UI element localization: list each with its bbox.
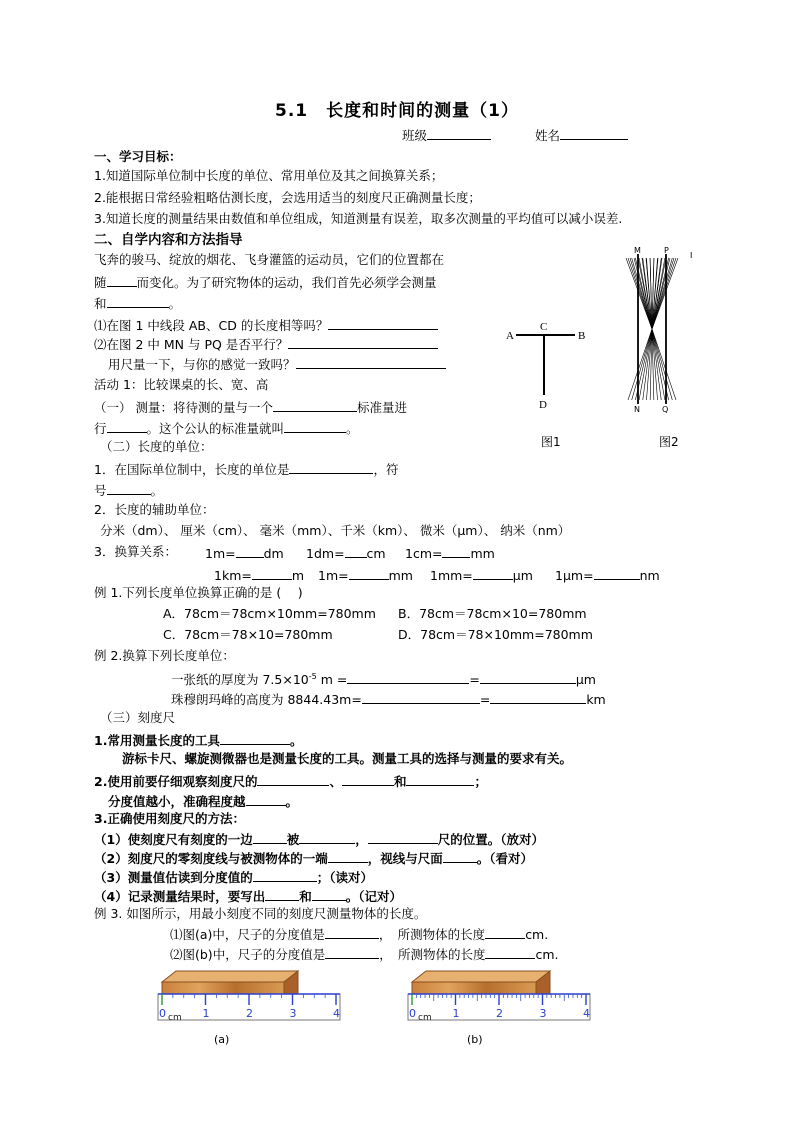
text: 1cm= <box>405 546 443 561</box>
question-text: 用尺量一下，与你的感觉一致吗？ <box>108 357 296 372</box>
aux-unit-list: 分米（dm）、 厘米（cm）、 毫米（mm）、千米（km）、 微米（μm）、 纳米（nm） <box>100 523 571 538</box>
figure-2-diagram <box>620 244 700 416</box>
example-1: 例 1.下列长度单位换算正确的是 ( ) <box>94 585 303 600</box>
intro-text: 和 <box>94 296 107 311</box>
blank[interactable] <box>328 316 438 330</box>
example-2-line-1 <box>171 669 596 688</box>
block-top <box>412 971 550 982</box>
blank[interactable] <box>107 481 151 495</box>
ruler-heading: （三）刻度尺 <box>100 710 176 725</box>
example-3-b <box>170 945 559 963</box>
text: 1．在国际单位制中，长度的单位是 <box>94 462 290 477</box>
conv-row-1c <box>405 544 495 562</box>
section1-heading: 一、学习目标： <box>94 149 182 164</box>
text: （一） 测量：将待测的量与一个 <box>94 400 273 415</box>
text: ；（读对） <box>316 870 373 885</box>
text: （4）记录测量结果时，要写出 <box>94 889 266 904</box>
block-top <box>162 971 298 982</box>
blank[interactable] <box>345 544 367 558</box>
activity-1: 活动 1：比较课桌的长、宽、高 <box>94 377 269 392</box>
blank[interactable] <box>246 792 286 806</box>
question-3 <box>108 355 446 373</box>
goal-item-1: 1.知道国际单位制中长度的单位、常用单位及其之间换算关系； <box>94 168 444 183</box>
blank[interactable] <box>325 925 379 939</box>
text: 号 <box>94 483 107 498</box>
text: ； <box>474 774 487 789</box>
exponent: -5 <box>308 672 317 681</box>
text: 行 <box>94 421 107 436</box>
text: km <box>586 692 606 707</box>
measure-def-1 <box>94 398 407 416</box>
label-b: B <box>578 330 586 342</box>
text: 标准量进 <box>356 400 407 415</box>
text: 。 <box>346 421 359 436</box>
text: 尺的位置。（放对） <box>437 832 544 847</box>
blank[interactable] <box>107 294 169 308</box>
converging-lines <box>626 258 678 400</box>
blank[interactable] <box>236 544 264 558</box>
text: 。 <box>289 733 303 748</box>
measure-def-2 <box>94 419 359 437</box>
fan-line <box>652 258 678 329</box>
goal-item-3: 3.知道长度的测量结果由数值和单位组成，知道测量有误差，取多次测量的平均值可以减小误差. <box>94 211 623 226</box>
label-d: D <box>539 399 547 411</box>
unit-label: cm <box>418 1013 432 1023</box>
blank[interactable] <box>473 566 513 580</box>
blank[interactable] <box>289 460 373 474</box>
conv-row-2b <box>318 566 413 584</box>
label-m: M <box>634 246 641 255</box>
text: 被 <box>286 832 300 847</box>
blank[interactable] <box>252 566 292 580</box>
unit-line-1 <box>94 460 398 478</box>
blank[interactable] <box>485 925 525 939</box>
label-i: I <box>690 251 693 260</box>
blank[interactable] <box>480 670 576 684</box>
conv-row-2d <box>555 566 660 584</box>
intro-line-1: 飞奔的骏马、绽放的烟花、飞身灌篮的运动员，它们的位置都在 <box>94 252 445 267</box>
ruler-line-1 <box>94 731 302 749</box>
text: 一张纸的厚度为 7.5×10 <box>171 672 309 688</box>
blank[interactable] <box>442 544 470 558</box>
blank[interactable] <box>312 887 346 901</box>
text: ， 所测物体的长度 <box>379 947 486 962</box>
ruler-tick-label: 0 <box>409 1007 416 1020</box>
text: 2.使用前要仔细观察刻度尺的 <box>94 774 258 789</box>
section2-heading: 二、自学内容和方法指导 <box>94 232 243 248</box>
page-title: 5.1 长度和时间的测量（1） <box>275 101 519 121</box>
figure-2-caption: 图2 <box>659 435 679 449</box>
text: 。（看对） <box>476 851 533 866</box>
text: 。 <box>150 483 164 498</box>
unit-label: cm <box>168 1013 182 1023</box>
goal-item-2: 2.能根据日常经验粗略估测长度，会选用适当的刻度尺正确测量长度； <box>94 190 481 205</box>
class-label: 班级 <box>402 128 428 143</box>
ruler-figure-b <box>400 968 600 1028</box>
ruler-figure-a <box>150 968 350 1028</box>
text: nm <box>639 568 660 583</box>
text: ⑴图(a)中，尺子的分度值是 <box>170 927 325 942</box>
label-q: Q <box>662 405 669 414</box>
question-text: ⑴在图 1 中线段 AB、CD 的长度相等吗？ <box>94 318 329 333</box>
blank[interactable] <box>490 690 586 704</box>
intro-text: 。 <box>168 296 182 311</box>
blank[interactable] <box>107 273 137 287</box>
class-field <box>402 126 491 144</box>
blank[interactable] <box>253 868 317 882</box>
text: ，符 <box>373 462 399 477</box>
usage-step-2 <box>94 849 533 867</box>
intro-text: 随 <box>94 275 107 290</box>
blank[interactable] <box>220 731 290 745</box>
option-b[interactable]: B．78cm＝78cm×10=780mm <box>398 606 587 621</box>
text: m <box>291 568 305 583</box>
option-c[interactable]: C．78cm＝78×10=780mm <box>163 627 333 642</box>
ruler-line-2e <box>108 792 298 810</box>
ruler-tick-label: 2 <box>496 1007 503 1020</box>
name-label: 姓名 <box>535 128 561 143</box>
blank[interactable] <box>273 398 357 412</box>
unit-line-2 <box>94 481 163 499</box>
text: （2）刻度尺的零刻度线与被测物体的一端 <box>94 851 328 866</box>
ruler-tick-label: 3 <box>289 1007 297 1020</box>
example-3-a <box>170 925 548 943</box>
text: 1m= <box>318 568 349 583</box>
text: μm <box>575 672 596 688</box>
text: mm <box>388 568 413 583</box>
question-2 <box>94 335 438 353</box>
intro-line-2 <box>94 273 437 291</box>
text: 。这个公认的标准量就叫 <box>146 421 285 436</box>
blank[interactable] <box>443 849 477 863</box>
text: cm <box>366 546 386 561</box>
label-c: C <box>540 321 548 333</box>
ruler-tick-label: 1 <box>202 1007 210 1020</box>
text: （3）测量值估读到分度值的 <box>94 870 253 885</box>
intro-line-3 <box>94 294 181 312</box>
figure-1-diagram <box>498 318 598 418</box>
ruler-tick-label: 3 <box>539 1007 547 1020</box>
blank[interactable] <box>253 830 287 844</box>
text: dm <box>263 546 284 561</box>
ruler-tick-label: 4 <box>583 1007 590 1020</box>
class-blank[interactable] <box>427 126 491 140</box>
text: 、 <box>329 774 342 789</box>
example-2-line-2 <box>171 690 606 708</box>
example-3: 例 3. 如图所示，用最小刻度不同的刻度尺测量物体的长度。 <box>94 906 427 921</box>
text: m = <box>316 672 348 688</box>
text: 。（记对） <box>345 889 402 904</box>
usage-step-4 <box>94 887 402 905</box>
blank[interactable] <box>328 849 368 863</box>
text: 1m= <box>205 546 236 561</box>
ruler-line-3: 3.正确使用刻度尺的方法： <box>94 811 245 826</box>
label-n: N <box>634 405 640 414</box>
usage-step-3 <box>94 868 373 886</box>
name-blank[interactable] <box>560 126 628 140</box>
text: ， 所测物体的长度 <box>378 927 486 942</box>
text: 和 <box>299 889 312 904</box>
ruler-tick-label: 2 <box>246 1007 253 1020</box>
text: 1mm= <box>430 568 473 583</box>
label-p: P <box>664 246 669 255</box>
option-a[interactable]: A．78cm＝78cm×10mm=780mm <box>163 606 376 621</box>
blank[interactable] <box>265 887 299 901</box>
option-d[interactable]: D．78cm＝78×10mm=780mm <box>398 627 593 642</box>
ruler-tick-label: 1 <box>452 1007 460 1020</box>
text: = <box>479 692 491 707</box>
text: 1μm= <box>555 568 594 583</box>
blank[interactable] <box>107 419 147 433</box>
blank[interactable] <box>362 690 480 704</box>
text: = <box>469 672 480 688</box>
text: 。 <box>285 794 299 809</box>
text: ， <box>355 832 368 847</box>
blank[interactable] <box>296 355 446 369</box>
blank[interactable] <box>325 945 379 959</box>
ruler-a-caption: (a) <box>214 1033 230 1046</box>
text: cm. <box>535 947 559 962</box>
question-1 <box>94 316 438 334</box>
blank[interactable] <box>299 830 355 844</box>
conv-row-2a <box>214 566 304 584</box>
name-field <box>535 126 628 144</box>
text: 珠穆朗玛峰的高度为 8844.43m= <box>171 692 362 707</box>
example-2: 例 2.换算下列长度单位： <box>94 648 235 663</box>
text: 和 <box>393 774 407 789</box>
blank[interactable] <box>349 566 389 580</box>
blank[interactable] <box>347 670 469 684</box>
ruler-b-caption: (b) <box>467 1033 483 1046</box>
figure-1-caption: 图1 <box>541 435 561 449</box>
conversion-label: 3．换算关系： <box>94 544 177 559</box>
blank[interactable] <box>284 419 346 433</box>
text: （1）使刻度尺有刻度的一边 <box>94 832 253 847</box>
blank[interactable] <box>485 945 535 959</box>
unit-heading: （二）长度的单位： <box>100 439 213 454</box>
text: ，视线与尺面 <box>367 851 443 866</box>
question-text: ⑵在图 2 中 MN 与 PQ 是否平行？ <box>94 337 289 352</box>
blank[interactable] <box>368 830 438 844</box>
conv-row-1b <box>306 544 386 562</box>
blank[interactable] <box>257 772 329 786</box>
text: 分度值越小，准确程度越 <box>108 794 246 809</box>
text: μm <box>512 568 533 583</box>
text: cm. <box>525 927 549 942</box>
blank[interactable] <box>342 772 394 786</box>
text: 1dm= <box>306 546 345 561</box>
conv-row-2c <box>430 566 533 584</box>
text: ⑵图(b)中，尺子的分度值是 <box>170 947 326 962</box>
blank[interactable] <box>594 566 640 580</box>
blank[interactable] <box>406 772 474 786</box>
label-a: A <box>506 330 514 342</box>
usage-step-1 <box>94 830 544 848</box>
intro-text: 而变化。为了研究物体的运动，我们首先必须学会测量 <box>136 275 437 290</box>
conv-row-1 <box>205 544 284 562</box>
ruler-tick-label: 0 <box>159 1007 166 1020</box>
text: 1.常用测量长度的工具 <box>94 733 220 748</box>
ruler-tick-label: 4 <box>333 1007 340 1020</box>
fan-line <box>626 258 652 329</box>
blank[interactable] <box>288 335 438 349</box>
ruler-line-2 <box>94 772 487 790</box>
aux-unit-heading: 2．长度的辅助单位： <box>94 502 215 517</box>
text: 1km= <box>214 568 252 583</box>
text: mm <box>470 546 495 561</box>
ruler-line-1c: 游标卡尺、螺旋测微器也是测量长度的工具。测量工具的选择与测量的要求有关。 <box>122 751 573 766</box>
